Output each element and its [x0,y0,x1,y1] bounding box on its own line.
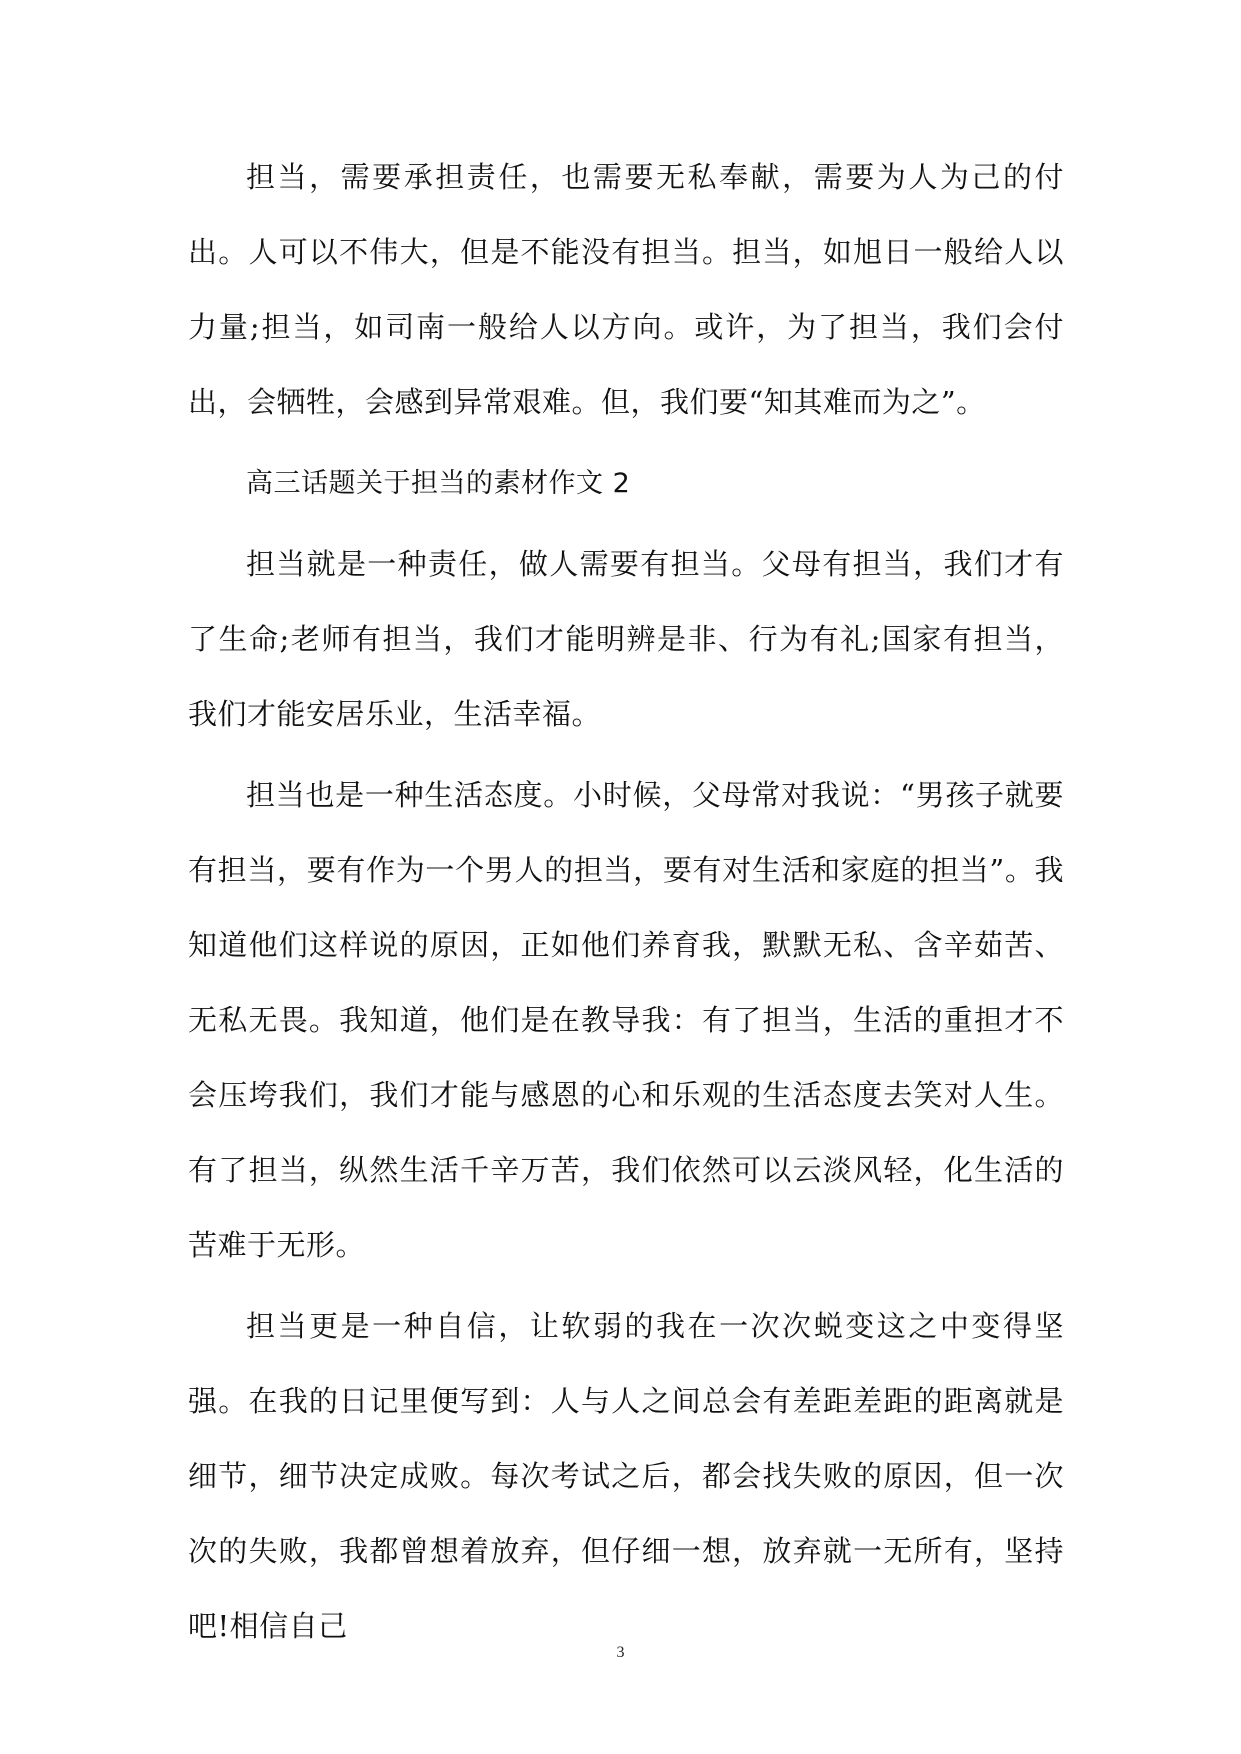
paragraph-1: 担当，需要承担责任，也需要无私奉献，需要为人为己的付出。人可以不伟大，但是不能没有担当。担当，如旭日一般给人以力量;担当，如司南一般给人以方向。或许，为了担当，我们会付出，会牺牲，会感到异常艰难。但，我们要“知其难而为之”。 [188,160,1064,419]
paragraph-4: 担当更是一种自信，让软弱的我在一次次蜕变这之中变得坚强。在我的日记里便写到：人与人之间总会有差距差距的距离就是细节，细节决定成败。每次考试之后，都会找失败的原因，但一次次的失败，我都曾想着放弃，但仔细一想，放弃就一无所有，坚持吧!相信自己 [188,1309,1064,1643]
document-body [188,140,1064,1670]
paragraph-3: 担当也是一种生活态度。小时候，父母常对我说：“男孩子就要有担当，要有作为一个男人的担当，要有对生活和家庭的担当”。我知道他们这样说的原因，正如他们养育我，默默无私、含辛茹苦、无私无畏。我知道，他们是在教导我：有了担当，生活的重担才不会压垮我们，我们才能与感恩的心和乐观的生活态度去笑对人生。有了担当，纵然生活千辛万苦，我们依然可以云淡风轻，化生活的苦难于无形。 [188,778,1064,1262]
paragraph-2: 担当就是一种责任，做人需要有担当。父母有担当，我们才有了生命;老师有担当，我们才能明辨是非、行为有礼;国家有担当，我们才能安居乐业，生活幸福。 [188,547,1064,731]
section-heading: 高三话题关于担当的素材作文 2 [246,468,631,499]
page-number: 3 [616,1644,625,1661]
